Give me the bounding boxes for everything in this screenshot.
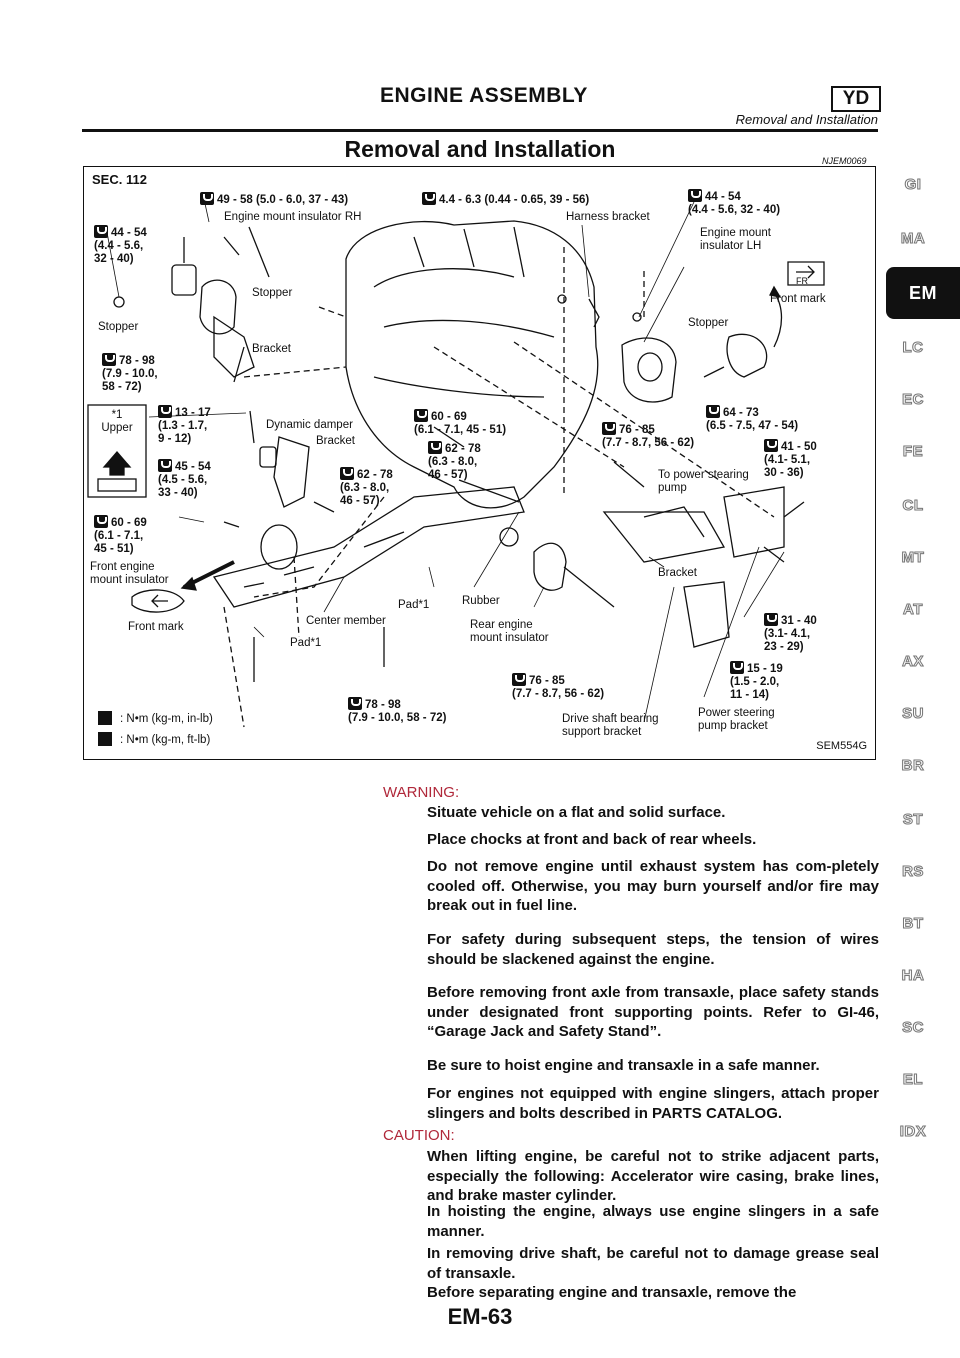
wrench-icon xyxy=(94,515,108,528)
wrench-icon xyxy=(764,613,778,626)
part-label: Engine mount insulator RH xyxy=(224,211,362,223)
warning-item: For safety during subsequent steps, the tension of wires should be slackened against the engine. xyxy=(427,931,879,968)
warning-item: Before removing front axle from transaxle, place safety stands under designated front supporting points. Refer to GI-46, “Garage Jack and Safety Stand”. xyxy=(427,984,879,1040)
torque-label: 45 - 54 (4.5 - 5.6, 33 - 40) xyxy=(158,461,211,499)
tab-mt[interactable]: MT xyxy=(901,549,925,566)
part-label: Pad*1 xyxy=(290,637,322,649)
legend-nm-kgm-inlb: : N•m (kg-m, in-lb) xyxy=(120,713,213,725)
caution-item: Before separating engine and transaxle, remove the xyxy=(427,1284,797,1301)
torque-label: 49 - 58 (5.0 - 6.0, 37 - 43) xyxy=(200,192,348,207)
wrench-icon xyxy=(102,353,116,366)
warning-item: Situate vehicle on a flat and solid surface. xyxy=(427,804,726,821)
tab-su[interactable]: SU xyxy=(902,705,924,722)
chapter-title: ENGINE ASSEMBLY xyxy=(380,84,588,107)
part-label: Bracket xyxy=(316,435,355,447)
wrench-icon xyxy=(602,422,616,435)
tab-br[interactable]: BR xyxy=(901,757,925,774)
tab-bt[interactable]: BT xyxy=(902,915,924,932)
part-label: Power steering pump bracket xyxy=(698,707,775,732)
part-label: Front mark xyxy=(770,293,826,305)
exploded-diagram xyxy=(83,166,876,760)
wrench-icon xyxy=(512,673,526,686)
wrench-icon xyxy=(422,192,436,205)
figure-code: SEM554G xyxy=(816,740,867,752)
wrench-icon xyxy=(158,459,172,472)
part-label: Front engine mount insulator xyxy=(90,561,169,586)
torque-label: 76 - 85 (7.7 - 8.7, 56 - 62) xyxy=(512,675,605,700)
torque-label: 78 - 98 (7.9 - 10.0, 58 - 72) xyxy=(348,699,447,724)
tab-ha[interactable]: HA xyxy=(901,967,925,984)
torque-label: 13 - 17 (1.3 - 1.7, 9 - 12) xyxy=(158,407,211,445)
torque-label: 64 - 73 (6.5 - 7.5, 47 - 54) xyxy=(706,407,799,432)
upper-note: *1 Upper xyxy=(101,409,133,434)
warning-item: Be sure to hoist engine and transaxle in a safe manner. xyxy=(427,1057,820,1074)
torque-label: 76 - 85 (7.7 - 8.7, 56 - 62) xyxy=(602,424,695,449)
wrench-icon xyxy=(428,441,442,454)
wrench-icon xyxy=(414,409,428,422)
part-label: Center member xyxy=(306,615,386,627)
part-label: To power stearing pump xyxy=(658,469,749,494)
tab-idx[interactable]: IDX xyxy=(899,1123,927,1140)
part-label: Engine mount insulator LH xyxy=(700,227,771,252)
warning-item: Do not remove engine until exhaust system has com-pletely cooled off. Otherwise, you may burn yourself and/or fire may break out in fuel line. xyxy=(427,858,879,914)
torque-label: 44 - 54 (4.4 - 5.6, 32 - 40) xyxy=(94,227,147,265)
wrench-icon xyxy=(158,405,172,418)
part-label: Drive shaft bearing support bracket xyxy=(562,713,659,738)
tab-rs[interactable]: RS xyxy=(902,863,924,880)
wrench-icon xyxy=(340,467,354,480)
chapter-subtitle: Removal and Installation xyxy=(735,112,878,127)
part-label: Harness bracket xyxy=(566,211,650,223)
torque-label: 41 - 50 (4.1- 5.1, 30 - 36) xyxy=(764,441,817,479)
tab-at[interactable]: AT xyxy=(903,601,923,618)
wrench-icon xyxy=(706,405,720,418)
part-label: Rubber xyxy=(462,595,500,607)
section-id: NJEM0069 xyxy=(822,156,867,166)
torque-label: 60 - 69 (6.1 - 7.1, 45 - 51) xyxy=(94,517,147,555)
tab-st[interactable]: ST xyxy=(902,811,924,828)
engine-code-badge: YD xyxy=(831,86,881,112)
torque-label: 44 - 54 (4.4 - 5.6, 32 - 40) xyxy=(688,191,781,216)
section-title: Removal and Installation xyxy=(344,136,616,162)
caution-heading: CAUTION: xyxy=(383,1127,455,1144)
part-label: Stopper xyxy=(252,287,293,299)
part-label: Stopper xyxy=(688,317,729,329)
tab-lc[interactable]: LC xyxy=(902,339,924,356)
tab-em[interactable]: EM xyxy=(886,267,960,319)
part-label: Bracket xyxy=(658,567,697,579)
tab-ma[interactable]: MA xyxy=(900,230,926,247)
torque-label: 62 - 78 (6.3 - 8.0, 46 - 57) xyxy=(428,443,481,481)
header-rule xyxy=(82,129,878,132)
tab-sc[interactable]: SC xyxy=(902,1019,924,1036)
tab-cl[interactable]: CL xyxy=(902,497,924,514)
torque-label: 31 - 40 (3.1- 4.1, 23 - 29) xyxy=(764,615,817,653)
tab-el[interactable]: EL xyxy=(902,1071,924,1088)
tab-gi[interactable]: GI xyxy=(904,176,922,193)
warning-item: For engines not equipped with engine slingers, attach proper slingers and bolts described in PARTS CATALOG. xyxy=(427,1085,879,1122)
caution-item: When lifting engine, be careful not to strike adjacent parts, especially the following: Accelerator wire casing, brake lines, and brake master cylinder. xyxy=(427,1148,879,1204)
warning-item: Place chocks at front and back of rear wheels. xyxy=(427,831,757,848)
wrench-icon xyxy=(348,697,362,710)
torque-label: 78 - 98 (7.9 - 10.0, 58 - 72) xyxy=(102,355,158,393)
torque-label: 62 - 78 (6.3 - 8.0, 46 - 57) xyxy=(340,469,393,507)
part-label: Stopper xyxy=(98,321,139,333)
caution-item: In removing drive shaft, be careful not to damage grease seal of transaxle. xyxy=(427,1245,879,1282)
tab-ec[interactable]: EC xyxy=(902,391,924,408)
tab-fe[interactable]: FE xyxy=(902,443,924,460)
torque-label: 15 - 19 (1.5 - 2.0, 11 - 14) xyxy=(730,663,783,701)
torque-label: 60 - 69 (6.1 - 7.1, 45 - 51) xyxy=(414,411,507,436)
wrench-icon xyxy=(200,192,214,205)
wrench-icon xyxy=(764,439,778,452)
warning-heading: WARNING: xyxy=(383,784,460,801)
part-label: Front mark xyxy=(128,621,184,633)
legend-nm-kgm-ftlb: : N•m (kg-m, ft-lb) xyxy=(120,734,211,746)
part-label: Dynamic damper xyxy=(266,419,353,431)
caution-item: In hoisting the engine, always use engine slingers in a safe manner. xyxy=(427,1203,879,1240)
wrench-icon xyxy=(730,661,744,674)
part-label: Rear engine mount insulator xyxy=(470,619,549,644)
page-number: EM-63 xyxy=(447,1304,513,1329)
wrench-icon xyxy=(94,225,108,238)
sec-number: SEC. 112 xyxy=(92,172,147,187)
wrench-icon xyxy=(688,189,702,202)
part-label: Pad*1 xyxy=(398,599,430,611)
part-label: Bracket xyxy=(252,343,291,355)
tab-ax[interactable]: AX xyxy=(902,653,924,670)
fr-mark-label: FR xyxy=(796,276,808,286)
torque-label: 4.4 - 6.3 (0.44 - 0.65, 39 - 56) xyxy=(422,192,589,207)
